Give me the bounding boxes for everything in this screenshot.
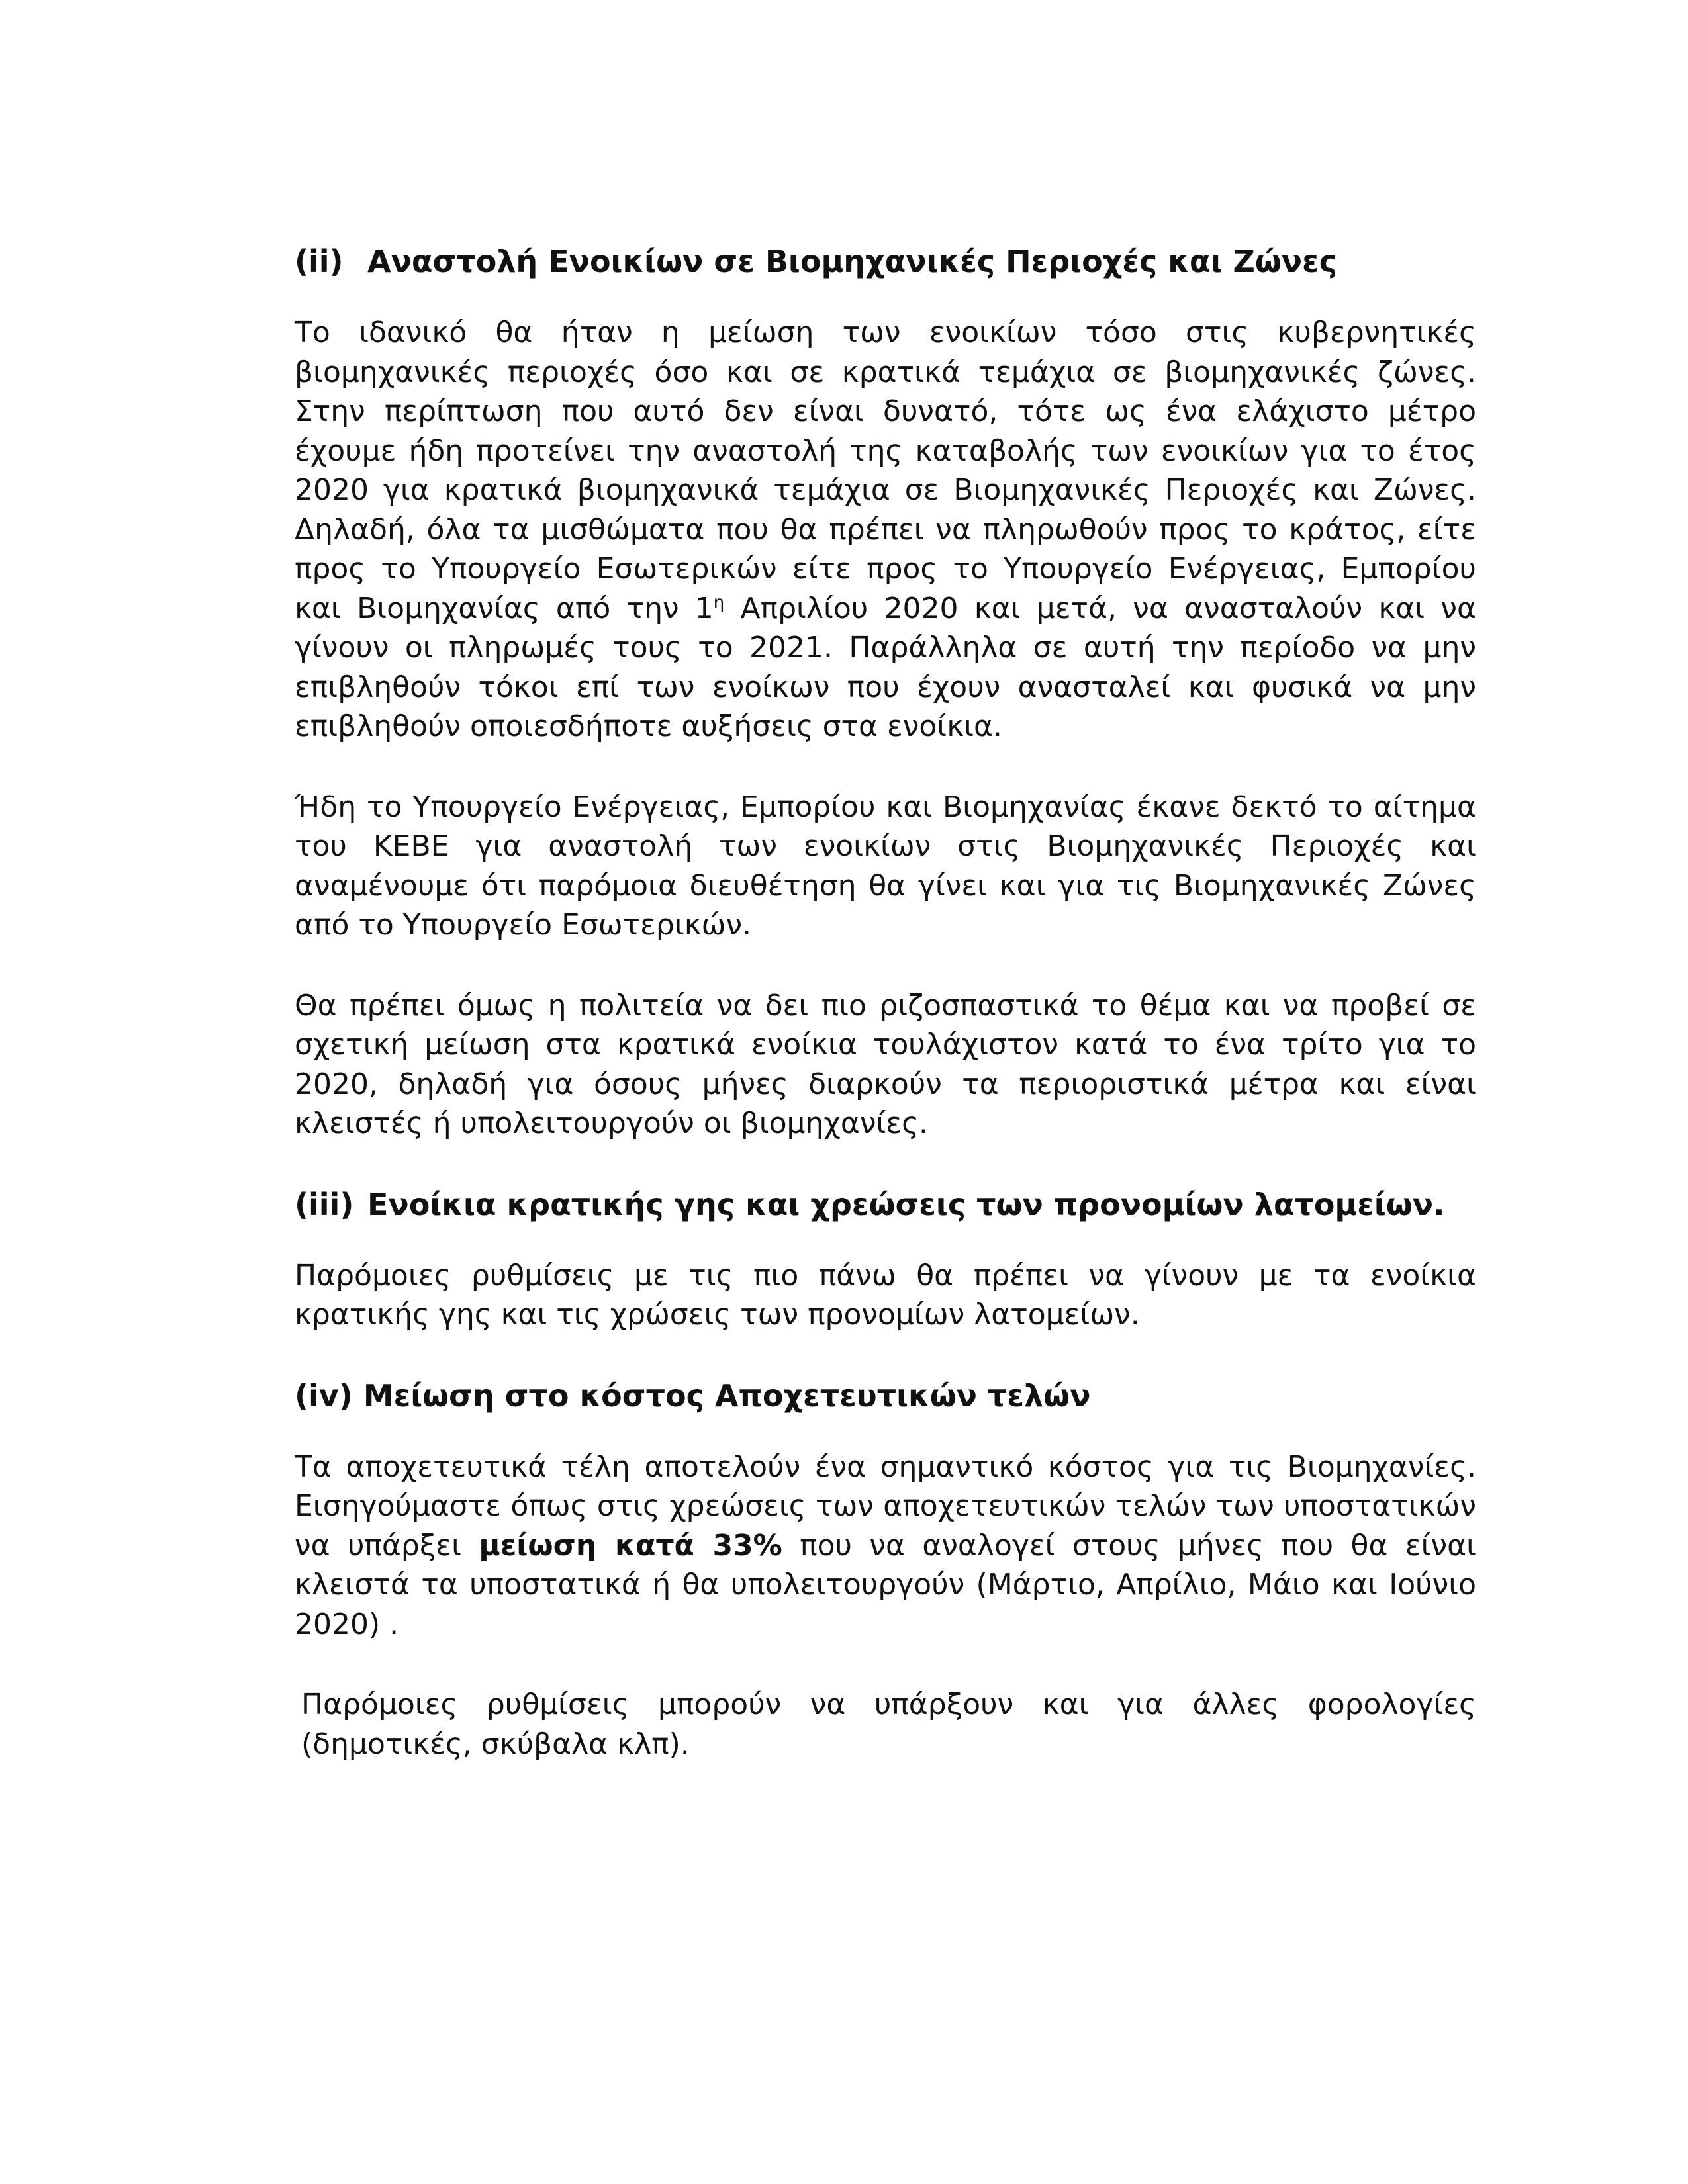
ordinal-superscript: η: [713, 592, 725, 612]
document-page: [295, 242, 1476, 1805]
paragraph: Θα πρέπει όμως η πολιτεία να δει πιο ριζοσπαστικά το θέμα και να προβεί σε σχετική μείωση στα κρατικά ενοίκια τουλάχιστον κατά το ένα τρίτο για το 2020, δηλαδή για όσους μήνες διαρκούν τα περιοριστικά μέτρα και είναι κλειστές ή υπολειτουργούν οι βιομηχανίες.: [295, 988, 1476, 1140]
section-title: Μείωση στο κόστος Αποχετευτικών τελών: [363, 1377, 1091, 1414]
section-title: Αναστολή Ενοικίων σε Βιομηχανικές Περιοχές και Ζώνες: [367, 244, 1338, 279]
paragraph-text: Το ιδανικό θα ήταν η μείωση των ενοικίων τόσο στις κυβερνητικές βιομηχανικές περιοχές όσο και σε κρατικά τεμάχια σε βιομηχανικές ζώνες. Στην περίπτωση που αυτό δεν είναι δυνατό, τότε ως ένα ελάχιστο μέτρο έχουμε ήδη προτείνει την αναστολή της καταβολής των ενοικίων για το έτος 2020 για κρατικά βιομηχανικά τεμάχια σε Βιομηχανικές Περιοχές και Ζώνες. Δηλαδή, όλα τα μισθώματα που θα πρέπει να πληρωθούν προς το κράτος, είτε προς το Υπουργείο Εσωτερικών είτε προς το Υπουργείο Ενέργειας, Εμπορίου και Βιομηχανίας από την 1: [295, 316, 1476, 625]
paragraph-text: Τα αποχετευτικά τέλη αποτελούν ένα σημαντικό κόστος για τις Βιομηχανίες. Εισηγούμαστε όπως στις χρεώσεις των αποχετευτικών τελών των υποστατικών να υπάρξει: [295, 1449, 1476, 1563]
section-heading-ii: [295, 242, 1476, 281]
paragraph: Παρόμοιες ρυθμίσεις μπορούν να υπάρξουν και για άλλες φορολογίες (δημοτικές, σκύβαλα κλπ).: [301, 1688, 1476, 1761]
section-title: Ενοίκια κρατικής γης και χρεώσεις των προνομίων λατομείων.: [367, 1186, 1445, 1222]
paragraph: Ήδη το Υπουργείο Ενέργειας, Εμπορίου και Βιομηχανίας έκανε δεκτό το αίτημα του ΚΕΒΕ για αναστολή των ενοικίων στις Βιομηχανικές Περιοχές και αναμένουμε ότι παρόμοια διευθέτηση θα γίνει και για τις Βιομηχανικές Ζώνες από το Υπουργείο Εσωτερικών.: [295, 790, 1476, 942]
paragraph: [295, 1447, 1476, 1645]
section-number: (iv): [295, 1377, 353, 1414]
section-heading-iii: [295, 1185, 1476, 1224]
section-number: (iii): [295, 1186, 354, 1222]
section-number: (ii): [295, 244, 344, 279]
paragraph: Παρόμοιες ρυθμίσεις με τις πιο πάνω θα πρέπει να γίνουν με τα ενοίκια κρατικής γης και τις χρώσεις των προνομίων λατομείων.: [295, 1258, 1476, 1332]
paragraph-text: Απριλίου 2020 και μετά, να ανασταλούν και να γίνουν οι πληρωμές τους το 2021. Παράλληλα σε αυτή την περίοδο να μην επιβληθούν τόκοι επί των ενοίκων που έχουν ανασταλεί και φυσικά να μην επιβληθούν οποιεσδήποτε αυξήσεις στα ενοίκια.: [295, 591, 1476, 743]
emphasis-text: μείωση κατά 33%: [479, 1528, 782, 1563]
paragraph-text: που να αναλογεί στους μήνες που θα είναι κλειστά τα υποστατικά ή θα υπολειτουργούν (Μάρτιο, Απρίλιο, Μάιο και Ιούνιο 2020) .: [295, 1528, 1476, 1641]
section-heading-iv: [295, 1376, 1476, 1416]
paragraph: [295, 313, 1476, 747]
